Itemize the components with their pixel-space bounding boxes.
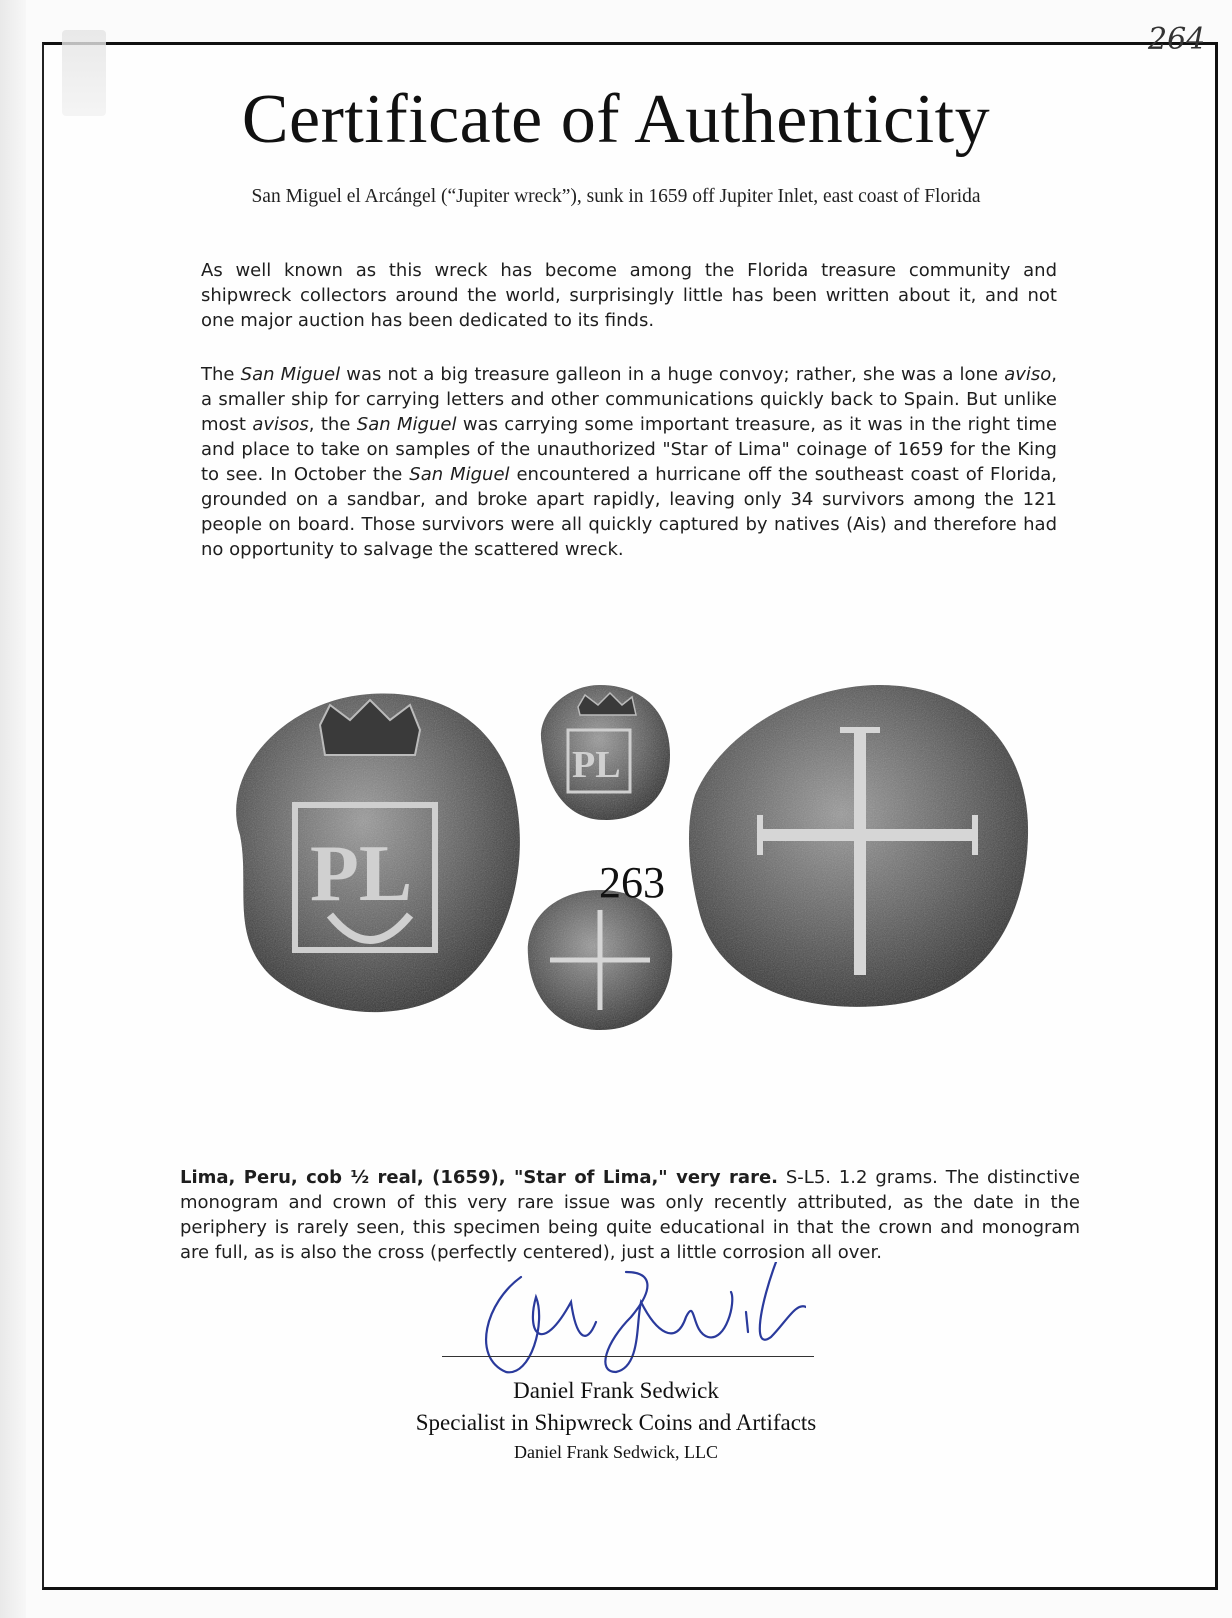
large-coin-reverse xyxy=(689,685,1028,1007)
coin-description: Lima, Peru, cob ½ real, (1659), "Star of Lima," very rare. S-L5. 1.2 grams. The distinctive monogram and crown of this very rare issue was only recently attributed, as the date in the periphery is rarely seen, this specimen being quite educational in that the crown and monogram are full, as is also the cross (perfectly centered), just a little corrosion all over. xyxy=(180,1167,1080,1263)
history-paragraph: The San Miguel was not a big treasure galleon in a huge convoy; rather, she was a lone aviso, a smaller ship for carrying letters and other communications quickly back to Spain. But unlike most avisos, the San Miguel was carrying some important treasure, as it was in the right time and place to take on samples of the unauthorized "Star of Lima" coinage of 1659 for the King to see. In October the San Miguel encountered a hurricane off the southeast coast of Florida, grounded on a sandbar, and broke apart rapidly, leaving only 34 survivors among the 121 people on board. Those survivors were all quickly captured by natives (Ais) and therefore had no opportunity to salvage the scattered wreck. xyxy=(201,364,1057,560)
small-coin-obverse xyxy=(541,685,670,820)
large-coin-obverse xyxy=(236,693,520,1012)
lot-number: 263 xyxy=(599,858,665,907)
small-coin-reverse xyxy=(528,890,672,1030)
signature-line xyxy=(442,1356,814,1357)
wreck-subtitle: San Miguel el Arcángel (“Jupiter wreck”), sunk in 1659 off Jupiter Inlet, east coast of Florida xyxy=(251,186,981,207)
svg-text:PL: PL xyxy=(572,744,621,786)
certificate-title: Certificate of Authenticity xyxy=(241,81,991,158)
signer-title: Specialist in Shipwreck Coins and Artifacts xyxy=(415,1410,817,1435)
signature xyxy=(476,1262,806,1382)
signer-name: Daniel Frank Sedwick xyxy=(513,1378,719,1403)
handwritten-lot-number: 264 xyxy=(1148,22,1206,57)
svg-text:PL: PL xyxy=(310,830,413,918)
intro-paragraph: As well known as this wreck has become among the Florida treasure community and shipwreck collectors around the world, surprisingly little has been written about it, and not one major auction has been dedicated to its finds. xyxy=(201,260,1057,331)
company-name: Daniel Frank Sedwick, LLC xyxy=(514,1442,718,1462)
scan-edge xyxy=(0,0,26,1618)
